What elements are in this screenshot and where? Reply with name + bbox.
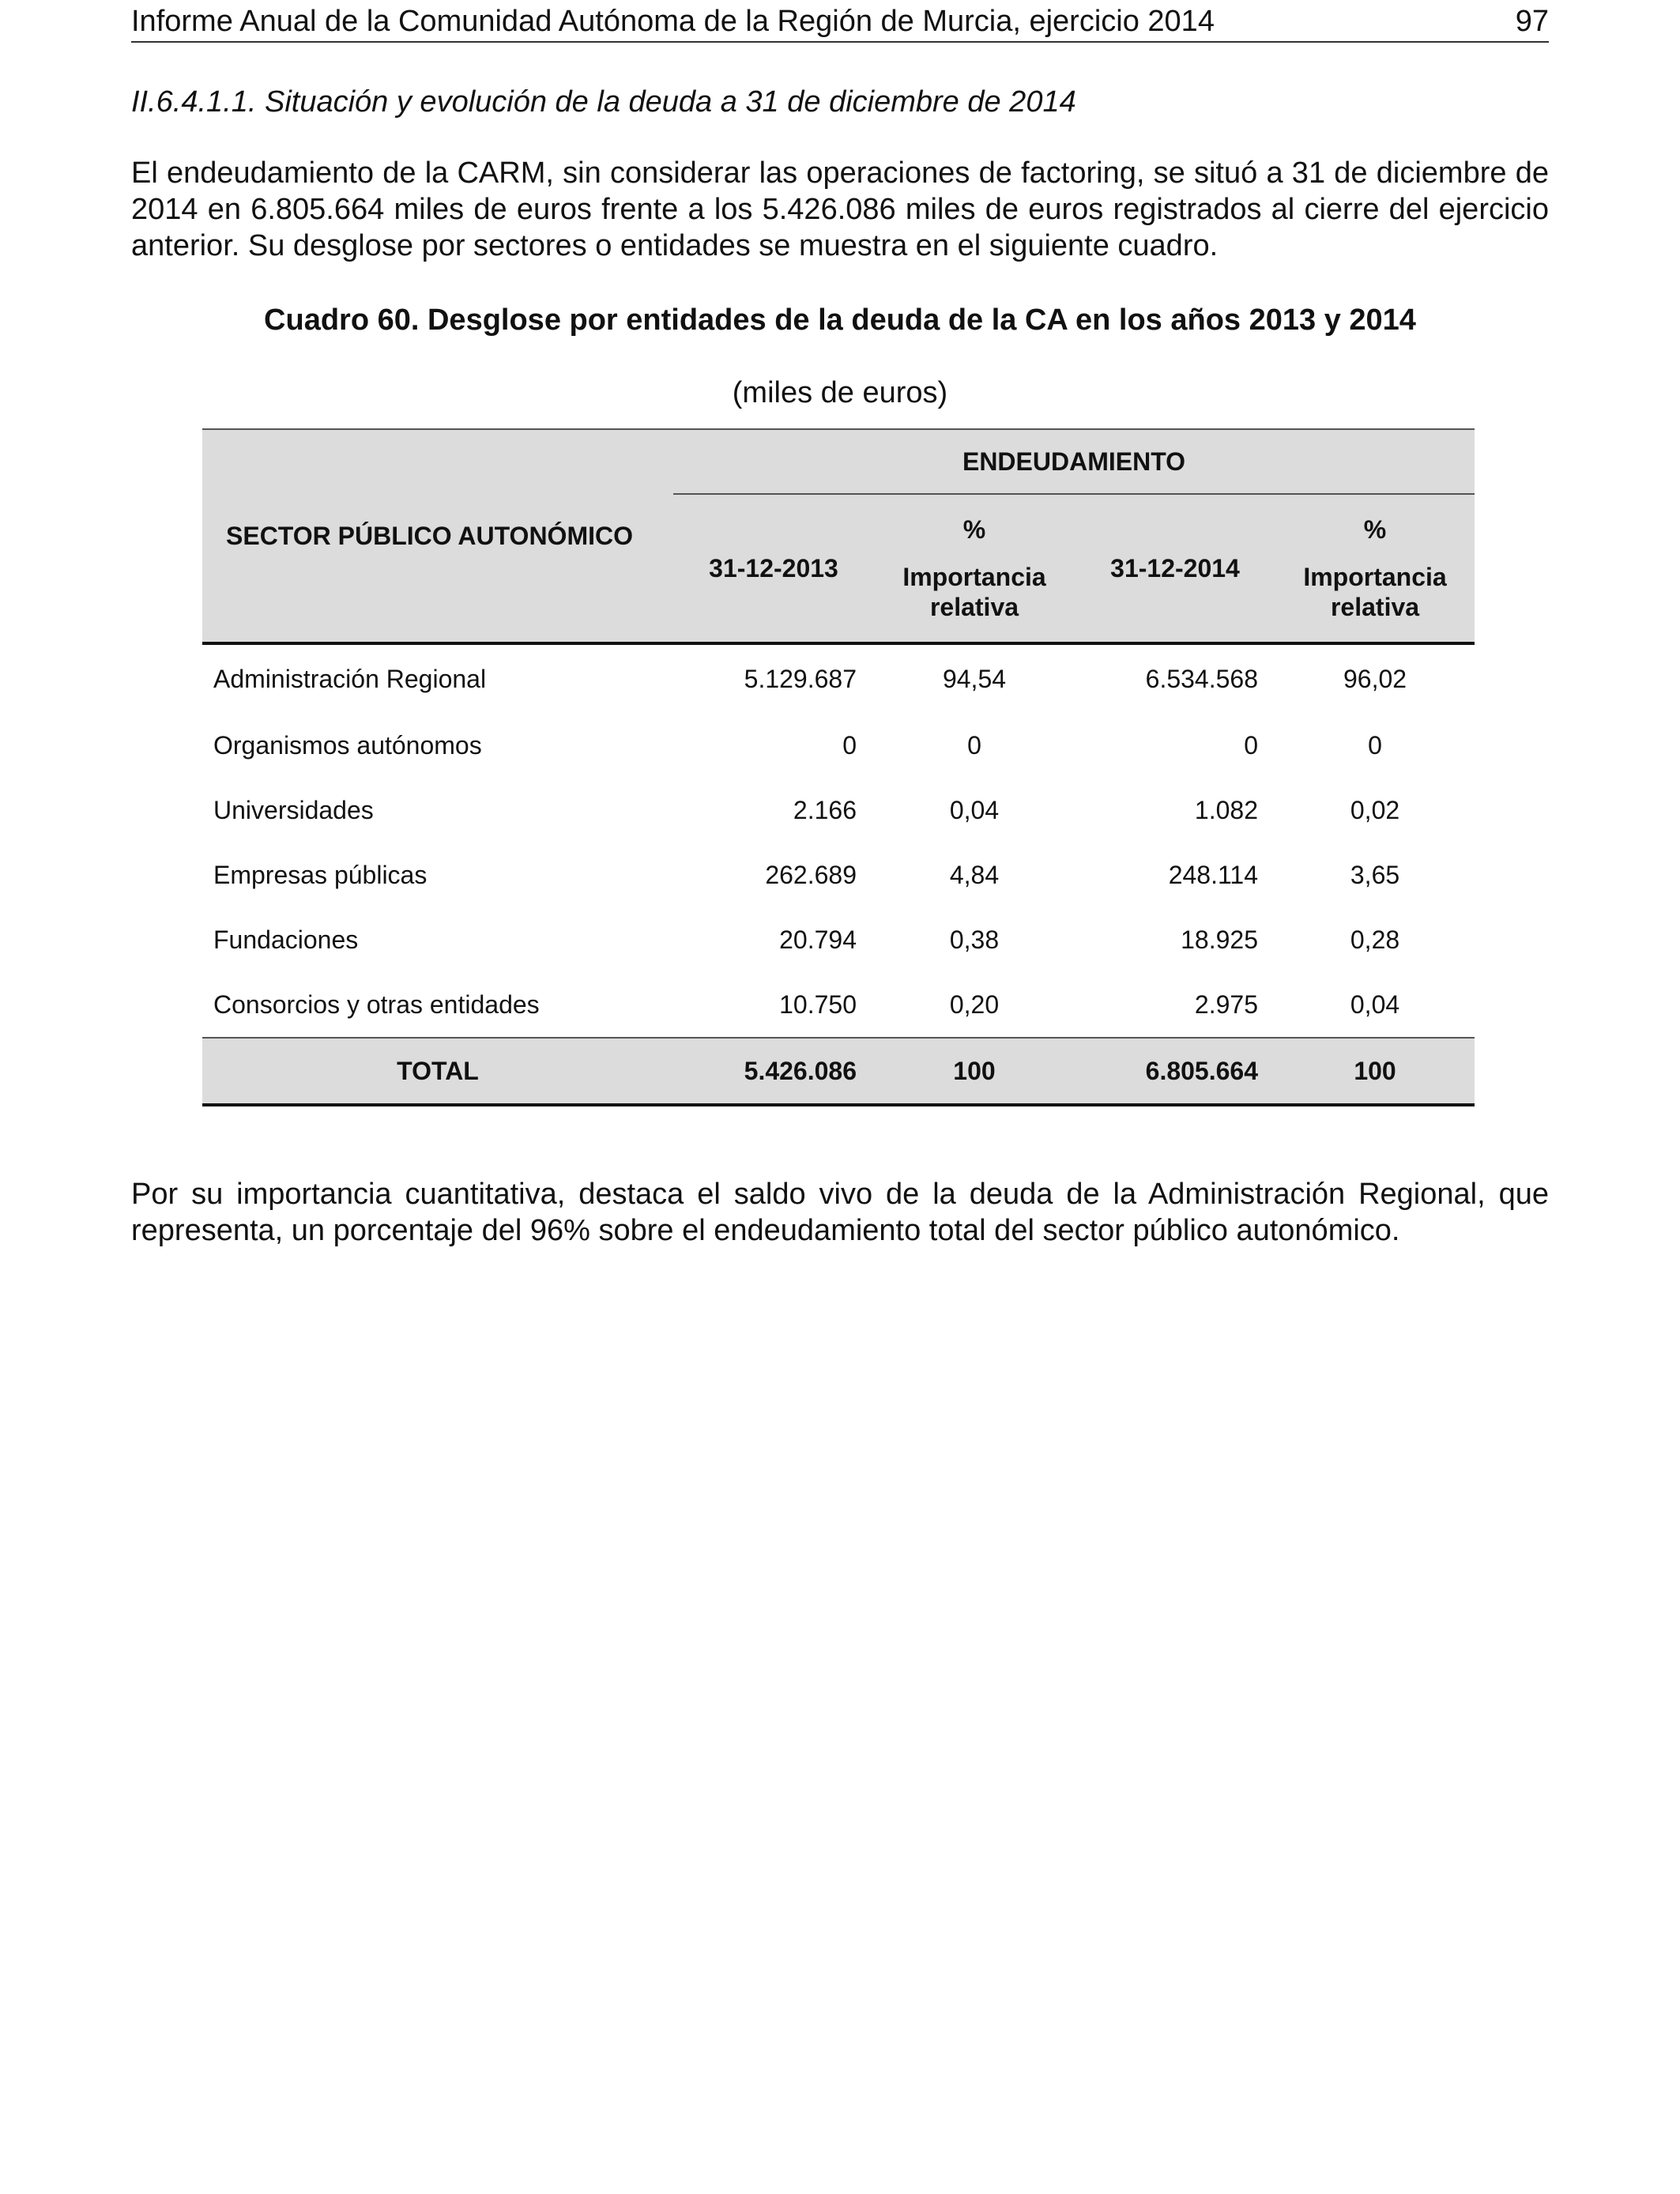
page-header: [131, 0, 1549, 43]
header-title: Informe Anual de la Comunidad Autónoma de la Región de Murcia, ejercicio 2014: [131, 5, 1215, 38]
endeudamiento-header: ENDEUDAMIENTO: [673, 429, 1475, 494]
intro-paragraph: El endeudamiento de la CARM, sin considerar las operaciones de factoring, se situó a 31 de diciembre de 2014 en 6.805.664 miles de euros frente a los 5.426.086 miles de euros registrados al cierre del ejercicio anterior. Su desglose por sectores o entidades se muestra en el siguiente cuadro.: [131, 156, 1549, 262]
pct-2013-header: [874, 494, 1075, 643]
total-label: TOTAL: [202, 1038, 673, 1105]
pct-2014: 0,02: [1350, 795, 1400, 824]
section-title: II.6.4.1.1. Situación y evolución de la deuda a 31 de diciembre de 2014: [131, 85, 1076, 119]
total-2014: 6.805.664: [1075, 1038, 1275, 1105]
table-row: [202, 778, 1475, 843]
pct-2013: 4,84: [949, 860, 1000, 889]
entity-name: Universidades: [213, 795, 374, 824]
table-row: [202, 643, 1475, 713]
pct-2013: 0,20: [949, 990, 1000, 1019]
table-row: [202, 907, 1475, 972]
debt-2014: 18.925: [1181, 925, 1258, 954]
debt-2014: 248.114: [1168, 860, 1258, 889]
debt-2013: 2.166: [793, 795, 857, 824]
pct-2014: 0: [1368, 730, 1382, 760]
pct-symbol: %: [962, 515, 986, 544]
debt-2013: 0: [842, 730, 857, 760]
total-2013: 5.426.086: [673, 1038, 874, 1105]
total-pct-2013: 100: [874, 1038, 1075, 1105]
pct-label: Importancia relativa: [1303, 563, 1447, 621]
pct-2013: 0: [967, 730, 981, 760]
debt-2014: 6.534.568: [1145, 664, 1258, 693]
closing-paragraph: Por su importancia cuantitativa, destaca el saldo vivo de la deuda de la Administración Regional, que representa, un porcentaje del 96% sobre el endeudamiento total del sector público autonómico.: [131, 1178, 1549, 1247]
table-caption: Cuadro 60. Desglose por entidades de la deuda de la CA en los años 2013 y 2014: [264, 303, 1416, 337]
debt-2014: 0: [1244, 730, 1258, 760]
table-row: [202, 713, 1475, 778]
pct-2014-header: [1275, 494, 1475, 643]
table-units: (miles de euros): [732, 376, 948, 409]
debt-table: [202, 428, 1475, 1106]
total-pct-2014: 100: [1275, 1038, 1475, 1105]
debt-2014: 1.082: [1194, 795, 1258, 824]
pct-2014: 96,02: [1343, 664, 1407, 693]
debt-2014: 2.975: [1194, 990, 1258, 1019]
date-2014-header: 31-12-2014: [1075, 494, 1275, 643]
debt-2013: 5.129.687: [744, 664, 857, 693]
pct-2013: 94,54: [942, 664, 1007, 693]
entity-name: Administración Regional: [213, 664, 487, 693]
debt-2013: 20.794: [779, 925, 857, 954]
debt-2013: 262.689: [765, 860, 857, 889]
debt-2013: 10.750: [779, 990, 857, 1019]
table-row: [202, 843, 1475, 907]
page-number: 97: [1515, 5, 1549, 38]
pct-2014: 3,65: [1350, 860, 1400, 889]
pct-label: Importancia relativa: [902, 563, 1046, 621]
entity-name: Empresas públicas: [213, 860, 428, 889]
pct-symbol: %: [1363, 515, 1387, 544]
entity-name: Consorcios y otras entidades: [213, 990, 540, 1019]
entity-name: Organismos autónomos: [213, 730, 482, 760]
pct-2014: 0,28: [1350, 925, 1400, 954]
table-row: [202, 972, 1475, 1038]
pct-2014: 0,04: [1350, 990, 1400, 1019]
sector-header: SECTOR PÚBLICO AUTONÓMICO: [202, 429, 673, 643]
total-row: [202, 1038, 1475, 1105]
pct-2013: 0,38: [949, 925, 1000, 954]
entity-name: Fundaciones: [213, 925, 359, 954]
date-2013-header: 31-12-2013: [673, 494, 874, 643]
pct-2013: 0,04: [949, 795, 1000, 824]
